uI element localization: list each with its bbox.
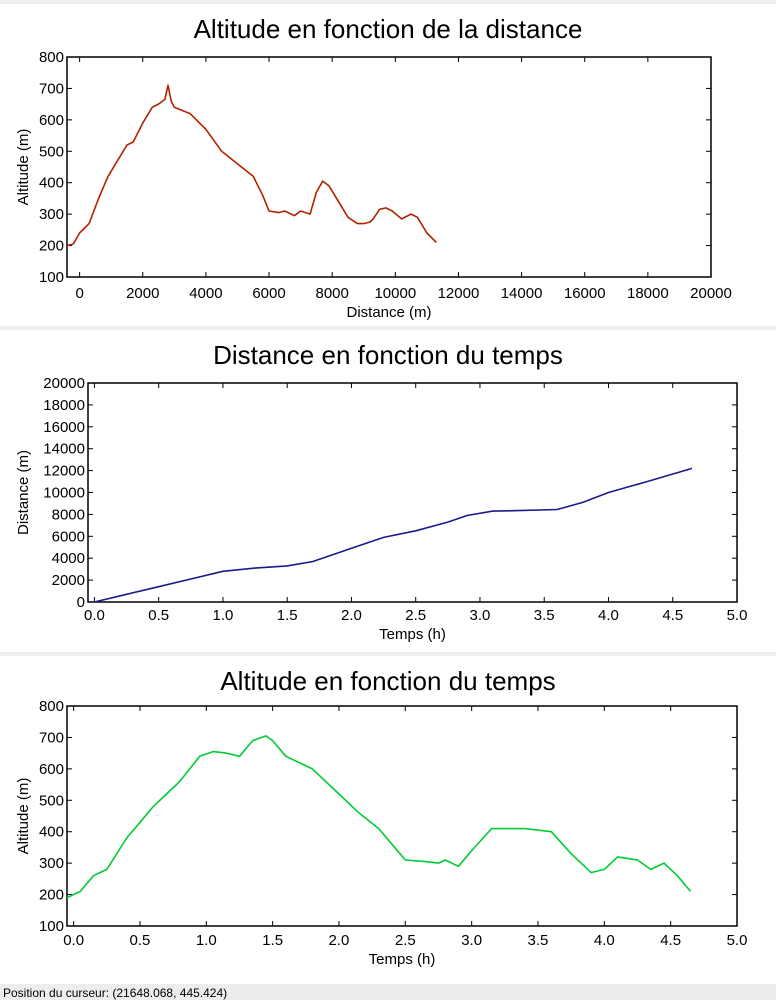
x-axis-label: Temps (h) xyxy=(368,951,436,968)
x-tick-label: 14000 xyxy=(500,285,543,302)
x-tick-label: 3.0 xyxy=(461,932,483,949)
chart-panel-altitude-time xyxy=(0,656,776,984)
x-tick-label: 0 xyxy=(75,285,84,302)
chart-title: Altitude en fonction de la distance xyxy=(193,14,583,44)
y-tick-label: 12000 xyxy=(43,462,85,480)
y-axis-label: Distance (m) xyxy=(15,449,32,536)
x-tick-label: 3.0 xyxy=(469,607,491,624)
y-tick-label: 300 xyxy=(38,206,64,224)
y-tick-label: 500 xyxy=(38,143,64,161)
x-tick-label: 3.5 xyxy=(533,607,555,624)
x-tick-label: 5.0 xyxy=(726,932,748,949)
y-tick-label: 500 xyxy=(38,792,64,810)
series-line xyxy=(67,736,691,898)
x-tick-label: 12000 xyxy=(437,285,480,302)
y-tick-label: 18000 xyxy=(43,396,85,414)
x-tick-label: 16000 xyxy=(563,285,606,302)
chart-title: Distance en fonction du temps xyxy=(213,340,563,370)
y-axis-label: Altitude (m) xyxy=(15,128,32,206)
y-tick-label: 100 xyxy=(38,269,64,286)
y-tick-label: 6000 xyxy=(51,528,85,546)
y-tick-label: 800 xyxy=(38,49,64,66)
y-tick-label: 300 xyxy=(38,855,64,873)
y-tick-label: 14000 xyxy=(43,440,85,458)
y-tick-label: 10000 xyxy=(43,484,85,502)
plot-frame xyxy=(67,57,711,277)
chart-title: Altitude en fonction du temps xyxy=(220,666,556,696)
x-tick-label: 3.5 xyxy=(527,932,549,949)
x-tick-label: 18000 xyxy=(627,285,669,302)
series-line xyxy=(94,468,692,602)
x-tick-label: 0.5 xyxy=(129,932,151,949)
y-tick-label: 4000 xyxy=(51,550,85,568)
y-axis-label: Altitude (m) xyxy=(15,777,32,855)
x-tick-label: 1.0 xyxy=(195,932,217,949)
chart-panel-distance-time xyxy=(0,330,776,652)
x-tick-label: 1.5 xyxy=(276,607,298,624)
plot-frame xyxy=(88,383,737,602)
x-tick-label: 8000 xyxy=(315,285,349,302)
series-line xyxy=(67,85,436,245)
chart-distance-time xyxy=(0,330,776,652)
x-tick-label: 4.5 xyxy=(662,607,684,624)
x-tick-label: 1.5 xyxy=(262,932,284,949)
y-tick-label: 2000 xyxy=(51,572,85,590)
x-tick-label: 5.0 xyxy=(726,607,748,624)
x-tick-label: 2.0 xyxy=(328,932,350,949)
y-tick-label: 16000 xyxy=(43,418,85,436)
x-axis-label: Temps (h) xyxy=(379,626,446,643)
x-tick-label: 1.0 xyxy=(212,607,234,624)
y-tick-label: 400 xyxy=(38,174,64,192)
chart-panel-altitude-distance xyxy=(0,4,776,326)
status-bar xyxy=(0,986,776,1000)
y-tick-label: 200 xyxy=(38,237,64,255)
x-axis-label: Distance (m) xyxy=(346,304,432,321)
x-tick-label: 4.0 xyxy=(593,932,615,949)
y-tick-label: 0 xyxy=(76,594,85,611)
cursor-position-text: Position du curseur: (21648.068, 445.424) xyxy=(3,986,228,1000)
x-tick-label: 2.5 xyxy=(405,607,427,624)
y-tick-label: 700 xyxy=(38,80,64,98)
y-tick-label: 400 xyxy=(38,823,64,841)
x-tick-label: 6000 xyxy=(252,285,286,302)
x-tick-label: 0.5 xyxy=(148,607,170,624)
x-tick-label: 0.0 xyxy=(83,607,105,624)
x-tick-label: 4.5 xyxy=(660,932,682,949)
y-tick-label: 8000 xyxy=(51,506,85,524)
x-tick-label: 4.0 xyxy=(598,607,619,624)
chart-altitude-distance xyxy=(0,4,776,326)
x-tick-label: 4000 xyxy=(189,285,223,302)
x-tick-label: 2.5 xyxy=(394,932,416,949)
y-tick-label: 200 xyxy=(38,886,64,904)
y-tick-label: 700 xyxy=(38,729,64,747)
y-tick-label: 600 xyxy=(38,111,64,129)
chart-altitude-time xyxy=(0,656,776,984)
y-tick-label: 100 xyxy=(38,918,64,935)
x-tick-label: 20000 xyxy=(690,285,732,302)
y-tick-label: 800 xyxy=(38,698,64,715)
y-tick-label: 600 xyxy=(38,760,64,778)
plot-frame xyxy=(67,706,737,926)
x-tick-label: 2.0 xyxy=(341,607,362,624)
y-tick-label: 20000 xyxy=(43,375,85,392)
x-tick-label: 10000 xyxy=(374,285,417,302)
x-tick-label: 0.0 xyxy=(63,932,85,949)
x-tick-label: 2000 xyxy=(126,285,160,302)
